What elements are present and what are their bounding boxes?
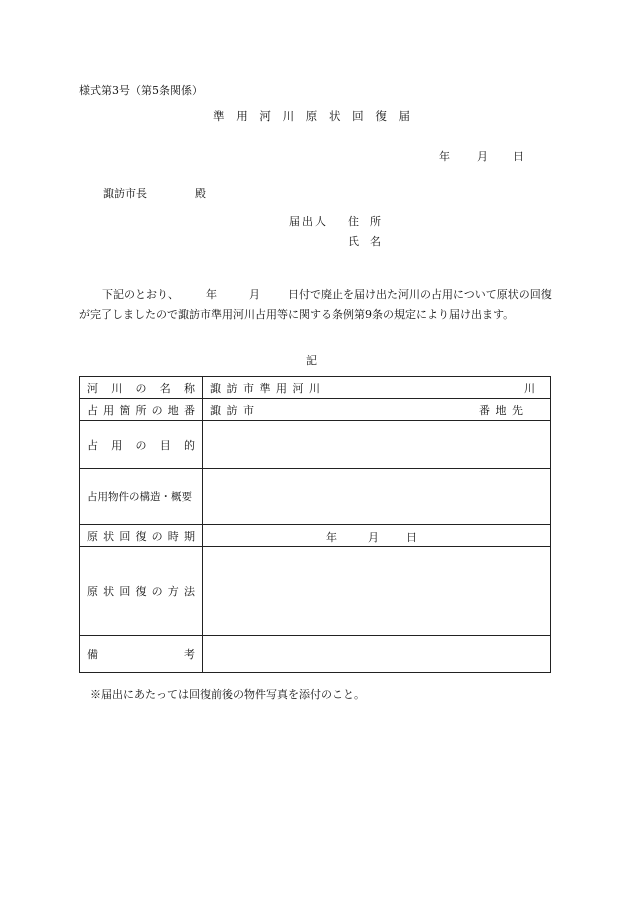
river-name-value[interactable] [203, 377, 551, 399]
value-char: 諏 [210, 381, 221, 395]
label-char: 用 [111, 438, 123, 452]
purpose-label [80, 421, 203, 469]
date-year: 年 [439, 150, 450, 163]
body-text-1: 下記のとおり、 [102, 288, 179, 301]
value-char: 訪 [226, 403, 238, 417]
label-char: 原 [87, 529, 98, 543]
label-char: 原 [87, 585, 98, 598]
body-paragraph [79, 285, 553, 325]
restore-time-value[interactable] [203, 525, 551, 547]
purpose-value[interactable] [203, 421, 551, 469]
label-char: 方 [167, 585, 179, 598]
form-number: 様式第3号（第5条関係） [79, 84, 203, 97]
body-text-2: 日付で廃止を届け出た河川の占用について原状の回復が完了しましたので諏訪市準用河川占用等に関する条例第9条の規定により届け出ます。 [79, 288, 552, 321]
label-char: 状 [103, 529, 115, 543]
label-char: 復 [135, 529, 147, 543]
restore-day: 日 [406, 530, 417, 544]
label-char: 回 [119, 585, 131, 598]
value-char: 川 [309, 381, 320, 395]
title-char: 準 [213, 109, 225, 123]
value-char: 用 [276, 381, 287, 395]
value-char: 訪 [226, 381, 238, 395]
location-label [80, 399, 203, 421]
value-char: 市 [243, 381, 254, 395]
label-char: の [135, 438, 147, 452]
label-char: 復 [135, 585, 147, 598]
value-char: 地 [495, 403, 507, 417]
label-char: 称 [184, 381, 195, 395]
table-row [80, 525, 551, 547]
label-char: 川 [111, 381, 123, 395]
label-char: 時 [167, 529, 179, 543]
applicant-label: 届出人 [289, 215, 328, 228]
remarks-label [80, 636, 203, 673]
body-year: 年 [206, 288, 217, 301]
label-char: の [151, 403, 163, 417]
label-char: 的 [184, 438, 195, 452]
date-month: 月 [477, 150, 488, 163]
label-char: 所 [135, 403, 147, 417]
table-row [80, 636, 551, 673]
label-char: 番 [183, 403, 195, 417]
table-row [80, 547, 551, 636]
structure-value[interactable] [203, 469, 551, 525]
restore-month: 月 [368, 530, 379, 544]
label-char: 用 [103, 403, 115, 417]
label-char: の [151, 529, 163, 543]
restore-year: 年 [326, 530, 337, 544]
details-table [79, 376, 551, 673]
value-char: 河 [292, 381, 304, 395]
label-char: 法 [183, 585, 195, 598]
river-name-suffix: 川 [524, 381, 535, 395]
label-char: 備 [87, 648, 98, 661]
title-char: 原 [305, 109, 318, 123]
label-char: 占 [87, 403, 98, 417]
ki-heading: 記 [306, 354, 317, 367]
label-char: 回 [119, 529, 131, 543]
remarks-value[interactable] [203, 636, 551, 673]
date-day: 日 [513, 150, 524, 163]
title-char: 河 [259, 109, 271, 123]
label-char: の [151, 585, 163, 598]
document-title [213, 108, 410, 124]
table-row [80, 377, 551, 399]
label-char: 目 [159, 438, 171, 452]
label-char: の [135, 381, 147, 395]
label-char: 状 [103, 585, 115, 598]
table-row [80, 421, 551, 469]
value-char: 先 [512, 403, 523, 417]
location-value[interactable] [203, 399, 551, 421]
restore-time-label [80, 525, 203, 547]
title-char: 川 [282, 109, 295, 123]
label-char: 河 [87, 381, 98, 395]
label-char: 地 [167, 403, 179, 417]
value-char: 準 [259, 381, 271, 395]
value-char: 市 [243, 403, 254, 417]
value-char: 諏 [210, 403, 221, 417]
value-char: 番 [479, 403, 490, 417]
structure-label: 占用物件の構造・概要 [80, 469, 203, 525]
river-name-label [80, 377, 203, 399]
table-row [80, 399, 551, 421]
title-char: 回 [352, 109, 364, 123]
addressee-honorific: 殿 [195, 187, 206, 200]
restore-method-value[interactable] [203, 547, 551, 636]
title-char: 届 [398, 109, 410, 123]
label-char: 名 [159, 381, 171, 395]
body-month: 月 [249, 288, 260, 301]
label-char: 占 [87, 438, 98, 452]
applicant-address-label: 住所 [348, 215, 392, 228]
footnote: ※届出にあたっては回復前後の物件写真を添付のこと。 [90, 688, 365, 701]
label-char: 考 [184, 648, 195, 661]
restore-method-label [80, 547, 203, 636]
table-row [80, 469, 551, 525]
title-char: 復 [375, 109, 387, 123]
label-char: 期 [183, 529, 195, 543]
applicant-name-label: 氏名 [348, 235, 392, 248]
title-char: 状 [328, 109, 341, 123]
label-char: 箇 [119, 403, 131, 417]
title-char: 用 [236, 109, 248, 123]
addressee-name: 諏訪市長 [103, 187, 147, 200]
